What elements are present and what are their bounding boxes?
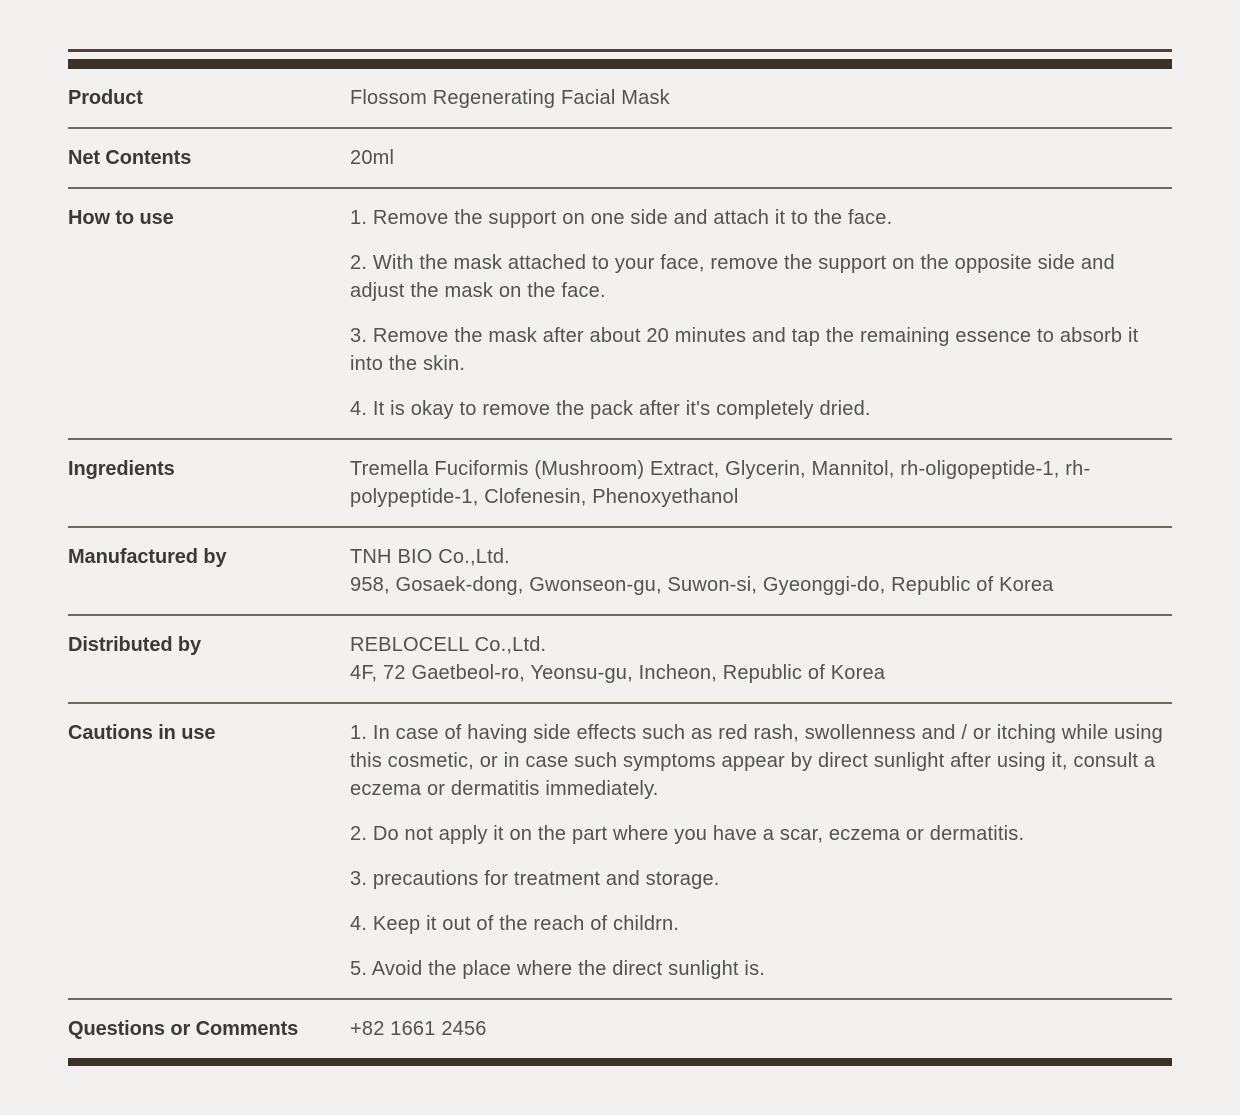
value-paragraph [350,249,1172,305]
info-table [68,69,1172,1058]
product-info-sheet [68,0,1172,1066]
info-row [68,616,1172,704]
info-row [68,129,1172,189]
value-line: 20ml [350,147,395,169]
info-row [68,528,1172,616]
row-value [350,144,1172,172]
value-line: 1. In case of having side effects such as red rash, swollenness and / or itching while using this cosmetic, or in case such symptoms appear by direct sunlight after using it, consult a eczema or dermatitis immediately. [350,722,1163,800]
value-line: 4. It is okay to remove the pack after it's completely dried. [350,398,871,420]
info-row [68,69,1172,129]
info-row [68,440,1172,528]
value-line: +82 1661 2456 [350,1018,487,1040]
row-label: Ingredients [68,458,175,480]
value-line: 3. Remove the mask after about 20 minutes and tap the remaining essence to absorb it into the skin. [350,325,1139,375]
value-line: 2. With the mask attached to your face, remove the support on the opposite side and adjust the mask on the face. [350,252,1115,302]
value-paragraph [350,820,1172,848]
row-value [350,631,1172,687]
top-rule [68,49,1172,52]
top-accent-bar [68,59,1172,69]
value-paragraph [350,543,1172,599]
value-paragraph [350,719,1172,803]
value-paragraph [350,955,1172,983]
value-line: Tremella Fuciformis (Mushroom) Extract, Glycerin, Mannitol, rh-oligopeptide-1, rh-polypeptide-1, Clofenesin, Phenoxyethanol [350,458,1091,508]
value-line: Flossom Regenerating Facial Mask [350,87,670,109]
value-paragraph [350,144,1172,172]
row-value [350,1015,1172,1043]
value-line: 4F, 72 Gaetbeol-ro, Yeonsu-gu, Incheon, Republic of Korea [350,662,886,684]
row-label: Distributed by [68,634,202,656]
row-label: Net Contents [68,147,192,169]
value-paragraph [350,395,1172,423]
value-line: 2. Do not apply it on the part where you have a scar, eczema or dermatitis. [350,823,1025,845]
row-label: Product [68,87,143,109]
value-paragraph [350,455,1172,511]
value-line: REBLOCELL Co.,Ltd. [350,634,547,656]
row-value [350,543,1172,599]
value-line: 3. precautions for treatment and storage. [350,868,720,890]
value-line: 5. Avoid the place where the direct sunlight is. [350,958,766,980]
value-paragraph [350,910,1172,938]
row-value [350,204,1172,423]
value-paragraph [350,322,1172,378]
row-label: Cautions in use [68,722,216,744]
info-row [68,189,1172,440]
row-label: How to use [68,207,174,229]
bottom-accent-bar [68,1058,1172,1066]
value-paragraph [350,204,1172,232]
row-value [350,455,1172,511]
value-line: 1. Remove the support on one side and attach it to the face. [350,207,893,229]
info-row [68,1000,1172,1058]
value-paragraph [350,84,1172,112]
value-line: TNH BIO Co.,Ltd. [350,546,510,568]
row-value [350,84,1172,112]
value-paragraph [350,1015,1172,1043]
value-line: 4. Keep it out of the reach of childrn. [350,913,680,935]
value-line: 958, Gosaek-dong, Gwonseon-gu, Suwon-si, Gyeonggi-do, Republic of Korea [350,574,1054,596]
info-row [68,704,1172,1000]
value-paragraph [350,865,1172,893]
row-label: Manufactured by [68,546,227,568]
row-value [350,719,1172,983]
value-paragraph [350,631,1172,687]
row-label: Questions or Comments [68,1018,299,1040]
